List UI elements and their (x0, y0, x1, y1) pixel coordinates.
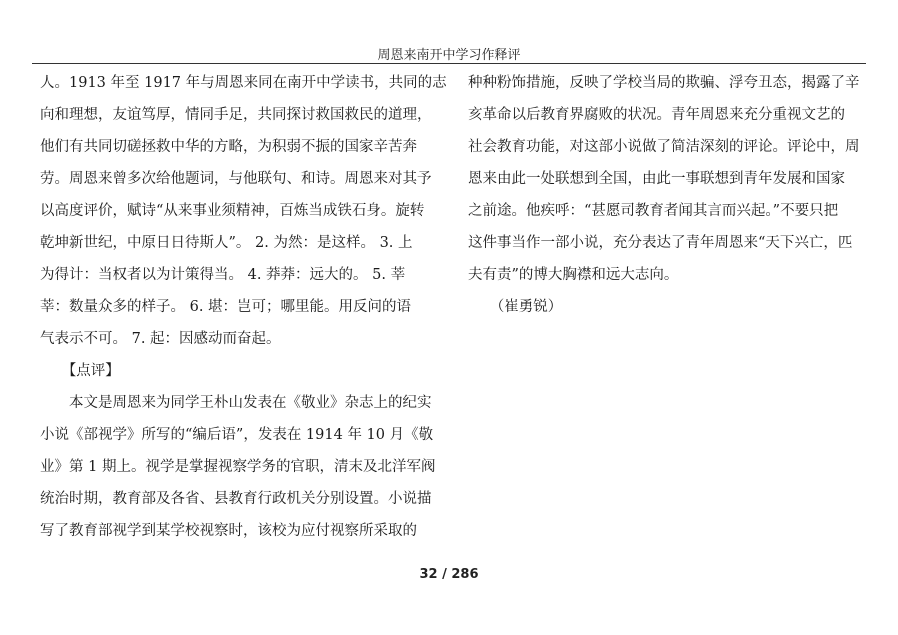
right-column (468, 67, 868, 323)
text-line: 莘：数量众多的样子。 6. 堪：岂可；哪里能。用反问的语 (40, 299, 412, 315)
author-credit: （崔勇锐） (468, 299, 563, 315)
running-header: 周恩来南开中学习作释评 (377, 48, 521, 63)
text-line: 这件事当作一部小说，充分表达了青年周恩来“天下兴亡，匹 (468, 235, 853, 251)
text-line: 恩来由此一处联想到全国，由此一事联想到青年发展和国家 (468, 171, 845, 187)
text-line: 人。1913 年至 1917 年与周恩来同在南开中学读书，共同的志 (40, 75, 447, 91)
text-line: 种种粉饰措施，反映了学校当局的欺骗、浮夸丑态，揭露了辛 (468, 75, 860, 91)
text-line: 社会教育功能，对这部小说做了简洁深刻的评论。评论中，周 (468, 139, 860, 155)
text-line: 乾坤新世纪，中原日日待斯人”。 2. 为然：是这样。 3. 上 (40, 235, 413, 251)
text-line: 向和理想，友谊笃厚，情同手足，共同探讨救国救民的道理， (40, 107, 432, 123)
text-line: 本文是周恩来为同学王朴山发表在《敬业》杂志上的纪实 (40, 395, 432, 411)
text-line: 统治时期，教育部及各省、县教育行政机关分别设置。小说描 (40, 491, 432, 507)
text-line: 写了教育部视学到某学校视察时，该校为应付视察所采取的 (40, 523, 417, 539)
text-line: 劳。周恩来曾多次给他题词，与他联句、和诗。周恩来对其予 (40, 171, 432, 187)
text-line: 之前途。他疾呼：“甚愿司教育者闻其言而兴起。”不要只把 (468, 203, 839, 219)
header-rule (32, 63, 866, 64)
page-number: 32 / 286 (419, 567, 479, 582)
section-heading: 【点评】 (40, 363, 120, 379)
text-line: 业》第 1 期上。视学是掌握视察学务的官职，清末及北洋军阀 (40, 459, 436, 475)
text-line: 夫有责”的博大胸襟和远大志向。 (468, 267, 679, 283)
text-line: 气表示不可。 7. 起：因感动而奋起。 (40, 331, 281, 347)
text-line: 为得计：当权者以为计策得当。 4. 莽莽：远大的。 5. 莘 (40, 267, 406, 283)
text-line: 小说《部视学》所写的“编后语”，发表在 1914 年 10 月《敬 (40, 427, 434, 443)
text-line: 以高度评价，赋诗“从来事业须精神，百炼当成铁石身。旋转 (40, 203, 425, 219)
left-column (40, 67, 447, 547)
text-line: 亥革命以后教育界腐败的状况。青年周恩来充分重视文艺的 (468, 107, 845, 123)
text-line: 他们有共同切磋拯救中华的方略，为积弱不振的国家辛苦奔 (40, 139, 417, 155)
